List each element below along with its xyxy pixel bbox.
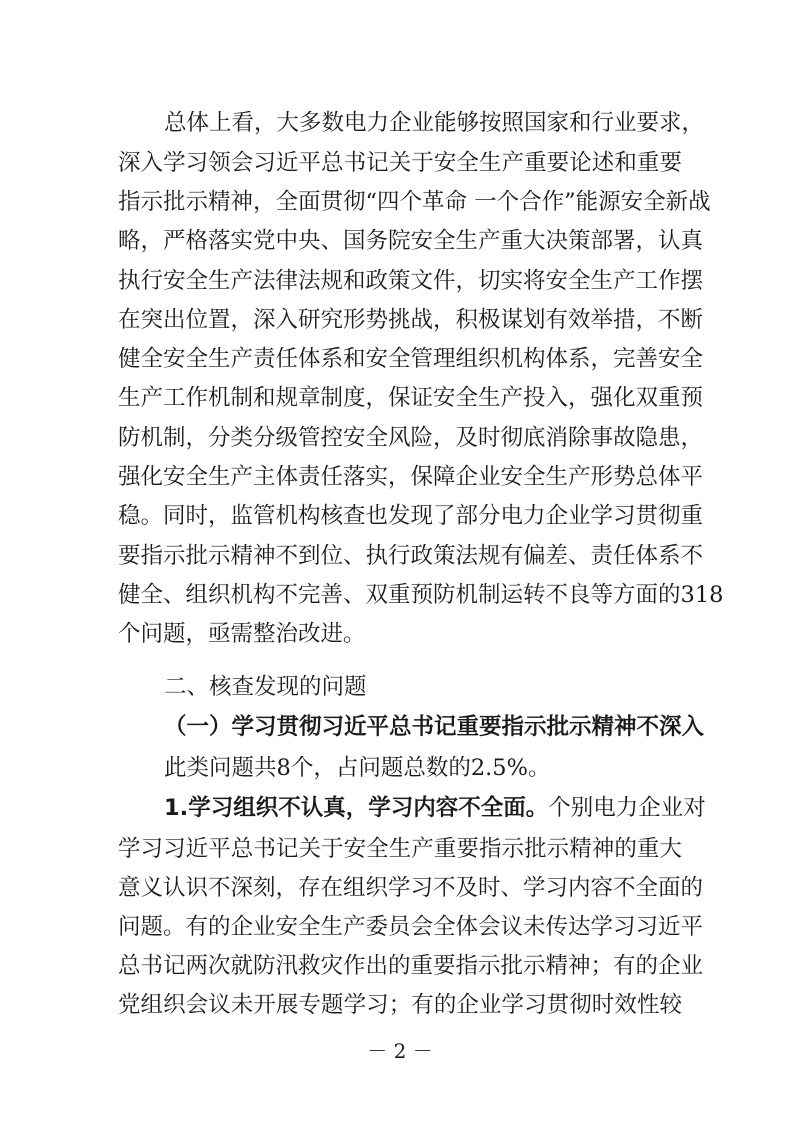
paragraph-line: 在突出位置，深入研究形势挑战，积极谋划有效举措，不断 — [118, 307, 704, 333]
paragraph-line: 稳。同时，监管机构核查也发现了部分电力企业学习贯彻重 — [118, 503, 704, 529]
paragraph-line: 问题。有的企业安全生产委员会全体会议未传达学习习近平 — [118, 914, 704, 940]
paragraph-line: 总书记两次就防汛救灾作出的重要指示批示精神；有的企业 — [118, 953, 704, 979]
paragraph-line: 学习习近平总书记关于安全生产重要指示批示精神的重大 — [118, 836, 682, 862]
paragraph-line: 生产工作机制和规章制度，保证安全生产投入，强化双重预 — [118, 385, 704, 411]
section-heading: 二、核查发现的问题 — [164, 674, 367, 700]
paragraph-line: 防机制，分类分级管控安全风险，及时彻底消除事故隐患， — [118, 425, 704, 451]
paragraph-line: 强化安全生产主体责任落实，保障企业安全生产形势总体平 — [118, 464, 704, 490]
paragraph-line: 指示批示精神，全面贯彻“四个革命 一个合作”能源安全新战 — [118, 189, 711, 215]
paragraph-line: 深入学习领会习近平总书记关于安全生产重要论述和重要 — [118, 150, 682, 176]
paragraph-line: 健全安全生产责任体系和安全管理组织机构体系，完善安全 — [118, 346, 704, 372]
page-number: － 2 － — [367, 1039, 433, 1063]
count-sentence: 此类问题共8个，占问题总数的2.5%。 — [164, 755, 551, 781]
paragraph-line: 党组织会议未开展专题学习；有的企业学习贯彻时效性较 — [118, 992, 682, 1018]
item-1-text: 个别电力企业对 — [548, 795, 706, 821]
paragraph-line: 健全、组织机构不完善、双重预防机制运转不良等方面的318 — [118, 582, 724, 608]
paragraph-line: 执行安全生产法律法规和政策文件，切实将安全生产工作摆 — [118, 268, 704, 294]
subsection-heading: （一）学习贯彻习近平总书记重要指示批示精神不深入 — [164, 714, 705, 740]
paragraph-line: 略，严格落实党中央、国务院安全生产重大决策部署，认真 — [118, 228, 704, 254]
paragraph-line: 个问题，亟需整治改进。 — [118, 621, 366, 647]
item-1-title: 1.学习组织不认真，学习内容不全面。 — [164, 795, 549, 821]
paragraph-line: 总体上看，大多数电力企业能够按照国家和行业要求， — [164, 110, 705, 136]
paragraph-line: 要指示批示精神不到位、执行政策法规有偏差、责任体系不 — [118, 543, 704, 569]
paragraph-line: 意义认识不深刻，存在组织学习不及时、学习内容不全面的 — [118, 875, 704, 901]
item-1-first-line — [164, 788, 706, 828]
